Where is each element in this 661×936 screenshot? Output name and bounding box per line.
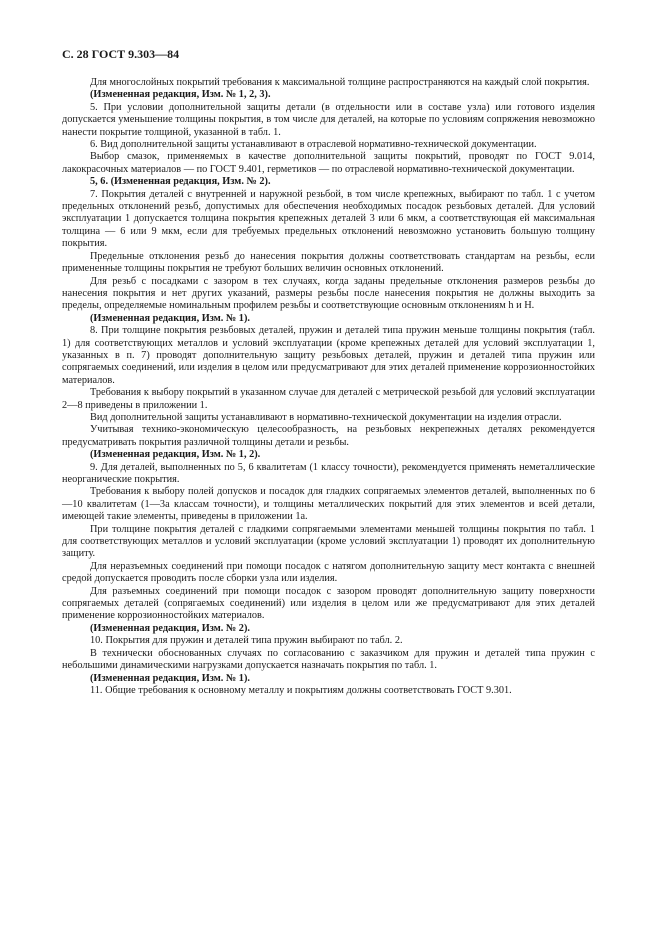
amendment-note: (Измененная редакция, Изм. № 1, 2, 3). [90, 89, 271, 101]
amendment-note: (Измененная редакция, Изм. № 1). [90, 672, 250, 684]
paragraph: 11. Общие требования к основному металлу и покрытиям должны соответствовать ГОСТ 9.301. [90, 684, 512, 696]
paragraph: Для неразъемных соединений при помощи посадок с натягом дополнительную защиту мест контакта с внешней средой допускается проводить после сборки узла или изделия. [62, 560, 595, 585]
paragraph: Выбор смазок, применяемых в качестве дополнительной защиты покрытий, проводят по ГОСТ 9.014, лакокрасочных материалов — по ГОСТ 9.401, герметиков — по отраслевой нормативно-технической документации. [62, 151, 595, 175]
paragraph: Предельные отклонения резьб до нанесения покрытия должны соответствовать стандартам на резьбы, если примененные толщины покрытия не требуют больших величин основных отклонений. [62, 250, 595, 275]
paragraph: Учитывая технико-экономическую целесообразность, на резьбовых некрепежных деталях рекомендуется предусматривать покрытия различной толщины детали и резьбы. [62, 424, 595, 448]
paragraph: Для многослойных покрытий требования к максимальной толщине распространяются на каждый слой покрытия. [90, 77, 590, 88]
amendment-note: (Измененная редакция, Изм. № 1, 2). [90, 449, 261, 461]
document-body [62, 77, 595, 697]
page-header: С. 28 ГОСТ 9.303—84 [62, 47, 180, 61]
paragraph: Требования к выбору покрытий в указанном случае для деталей с метрической резьбой для условий эксплуатации 2—8 приведены в приложении 1. [62, 387, 595, 411]
amendment-note: (Измененная редакция, Изм. № 1). [90, 312, 250, 324]
paragraph: 8. При толщине покрытия резьбовых деталей, пружин и деталей типа пружин меньше толщины покрытия (табл. 1) для соответствующих металлов и условий эксплуатации (кроме крепежных деталей для условий эксплуатации 1, указанных в п. 7) проводят дополнительную защиту резьбовых деталей, пружин и деталей типа пружин или сопрягаемых соединений, или изделия в целом или предусматривают для этих деталей применение коррозионностойких материалов. [62, 325, 595, 386]
paragraph: 9. Для деталей, выполненных по 5, 6 квалитетам (1 классу точности), рекомендуется применять неметаллические неорганические покрытия. [62, 461, 595, 485]
paragraph: Для разъемных соединений при помощи посадок с зазором проводят дополнительную защиту поверхности сопрягаемых деталей (сопрягаемых соединений) или изделия в целом или же предусматривают для этих деталей применение коррозионностойких материалов. [62, 585, 595, 622]
amendment-note: (Измененная редакция, Изм. № 2). [90, 622, 250, 634]
paragraph: 7. Покрытия деталей с внутренней и наружной резьбой, в том числе крепежных, выбирают по табл. 1 с учетом предельных отклонений резьб, допустимых для обеспечения необходимых посадок резьбовых деталей. Для условий эксплуатации 1 допускается толщина покрытия крепежных деталей 3 или 6 мкм, а соответствующая ей максимальная толщина — 6 или 9 мкм, если для требуемых предельных отклонений невозможно установить большую толщину покрытия. [62, 188, 595, 250]
paragraph: При толщине покрытия деталей с гладкими сопрягаемыми элементами меньшей толщины покрытия по табл. 1 для соответствующих металлов и условий эксплуатации (кроме условий эксплуатации 1) проводят их дополнительную защиту. [62, 523, 595, 560]
paragraph: Для резьб с посадками с зазором в тех случаях, когда заданы предельные отклонения размеров резьбы до нанесения покрытия и нет других указаний, размеры резьбы после нанесения покрытия не должны выходить за пределы, определяемые номинальным профилем резьбы и соответствующие основным отклонениям h и H. [62, 275, 595, 312]
paragraph: 5. При условии дополнительной защиты детали (в отдельности или в составе узла) или готового изделия допускается уменьшение толщины покрытия, в том числе для деталей, на которые по условиям сопряжения невозможно нанести покрытие толщиной, указанной в табл. 1. [62, 101, 595, 138]
paragraph: Вид дополнительной защиты устанавливают в нормативно-технической документации на изделия отрасли. [90, 411, 562, 423]
paragraph: В технически обоснованных случаях по согласованию с заказчиком для пружин и деталей типа пружин с небольшими динамическими нагрузками допускается назначать покрытия по табл. 1. [62, 647, 595, 672]
paragraph: 10. Покрытия для пружин и деталей типа пружин выбирают по табл. 2. [90, 635, 403, 647]
paragraph: 6. Вид дополнительной защиты устанавливают в отраслевой нормативно-технической документации. [90, 139, 537, 151]
paragraph: Требования к выбору полей допусков и посадок для гладких сопрягаемых элементов деталей, выполненных по 6—10 квалитетам (1—3а классам точности), и толщины металлических покрытий для этих элементов и всей детали, имеющей такие элементы, приведены в приложении 1а. [62, 486, 595, 523]
amendment-note: 5, 6. (Измененная редакция, Изм. № 2). [90, 176, 271, 188]
